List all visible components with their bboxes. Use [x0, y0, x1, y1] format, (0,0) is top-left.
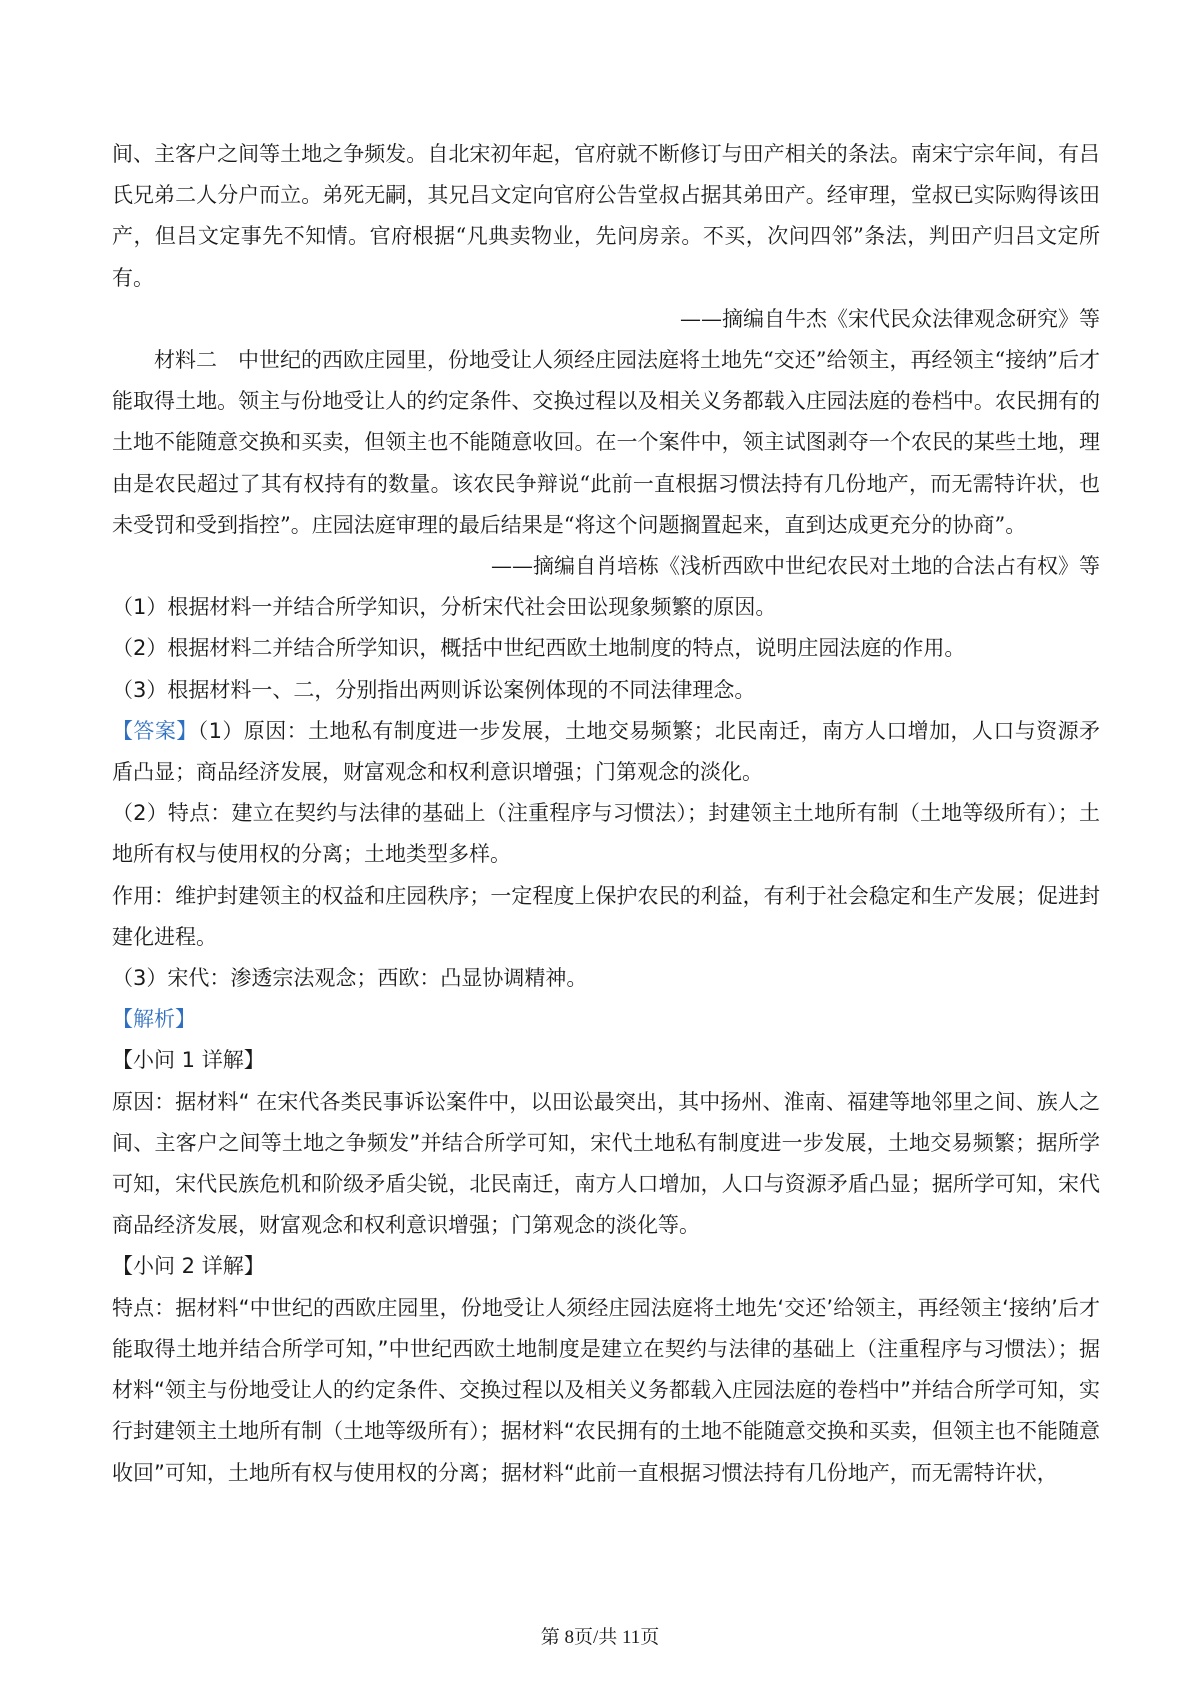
material-two-citation: ——摘编自肖培栋《浅析西欧中世纪农民对土地的合法占有权》等 — [491, 554, 1100, 579]
material-one-citation: ——摘编自牛杰《宋代民众法律观念研究》等 — [680, 306, 1100, 331]
analysis-heading — [112, 999, 1100, 1040]
analysis-tag: 【解析】 — [112, 1007, 196, 1032]
material-one-continued — [112, 134, 1100, 340]
page-footer: 第 8页/共 11页 — [540, 1627, 660, 1648]
question-item: （1）根据材料一并结合所学知识，分析宋代社会田讼现象频繁的原因。 — [112, 595, 777, 620]
material-one-paragraph: 间、主客户之间等土地之争频发。自北宋初年起，官府就不断修订与田产相关的条法。南宋宁宗年间，有吕氏兄弟二人分户而立。弟死无嗣，其兄吕文定向官府公告堂叔占据其弟田产。经审理，堂叔已实际购得该田产，但吕文定事先不知情。官府根据“凡典卖物业，先问房亲。不买，次问四邻”条法，判田产归吕文定所有。 — [112, 142, 1100, 290]
material-two — [112, 340, 1100, 587]
answer-line — [112, 711, 1100, 793]
question-item: （2）根据材料二并结合所学知识，概括中世纪西欧土地制度的特点，说明庄园法庭的作用。 — [112, 636, 966, 661]
document-page — [112, 134, 1100, 1494]
answer-section — [112, 711, 1100, 999]
answer-text-1: （1）原因：土地私有制度进一步发展，土地交易频繁；北民南迁，南方人口增加，人口与资源矛盾凸显；商品经济发展，财富观念和权利意识增强；门第观念的淡化。 — [112, 718, 1101, 785]
answer-line: 作用：维护封建领主的权益和庄园秩序；一定程度上保护农民的利益，有利于社会稳定和生产发展；促进封建化进程。 — [112, 883, 1100, 949]
answer-line: （2）特点：建立在契约与法律的基础上（注重程序与习惯法）；封建领主土地所有制（土地等级所有）；土地所有权与使用权的分离；土地类型多样。 — [112, 801, 1100, 867]
subquestion-2-title: 【小问 2 详解】 — [112, 1254, 265, 1279]
answer-line: （3）宋代：渗透宗法观念；西欧：凸显协调精神。 — [112, 966, 588, 991]
question-list — [112, 587, 1100, 711]
answer-tag: 【答案】 — [112, 718, 198, 743]
subquestion-1-text: 原因：据材料“ 在宋代各类民事诉讼案件中，以田讼最突出，其中扬州、淮南、福建等地邻里之间、族人之间、主客户之间等土地之争频发”并结合所学可知，宋代土地私有制度进一步发展，土地交易频繁；据所学可知，宋代民族危机和阶级矛盾尖锐，北民南迁，南方人口增加，人口与资源矛盾凸显；据所学可知，宋代商品经济发展，财富观念和权利意识增强；门第观念的淡化等。 — [112, 1089, 1100, 1238]
subquestion-1-title: 【小问 1 详解】 — [112, 1048, 265, 1073]
subquestion-2-text: 特点：据材料“中世纪的西欧庄园里，份地受让人须经庄园法庭将土地先‘交还’给领主，再经领主‘接纳’后才能取得土地并结合所学可知，”中世纪西欧土地制度是建立在契约与法律的基础上（注重程序与习惯法）；据材料“领主与份地受让人的约定条件、交换过程以及相关义务都载入庄园法庭的卷档中”并结合所学可知，实行封建领主土地所有制（土地等级所有）；据材料“农民拥有的土地不能随意交换和买卖，但领主也不能随意收回”可知，土地所有权与使用权的分离；据材料“此前一直根据习惯法持有几份地产，而无需特许状， — [112, 1295, 1100, 1485]
material-two-paragraph: 材料二 中世纪的西欧庄园里，份地受让人须经庄园法庭将土地先“交还”给领主，再经领主“接纳”后才能取得土地。领主与份地受让人的约定条件、交换过程以及相关义务都载入庄园法庭的卷档中。农民拥有的土地不能随意交换和买卖，但领主也不能随意收回。在一个案件中，领主试图剥夺一个农民的某些土地，理由是农民超过了其有权持有的数量。该农民争辩说“此前一直根据习惯法持有几份地产，而无需特许状，也未受罚和受到指控”。庄园法庭审理的最后结果是“将这个问题搁置起来，直到达成更充分的协商”。 — [112, 348, 1100, 537]
question-item: （3）根据材料一、二，分别指出两则诉讼案例体现的不同法律理念。 — [112, 677, 756, 702]
analysis-section — [112, 999, 1100, 1493]
